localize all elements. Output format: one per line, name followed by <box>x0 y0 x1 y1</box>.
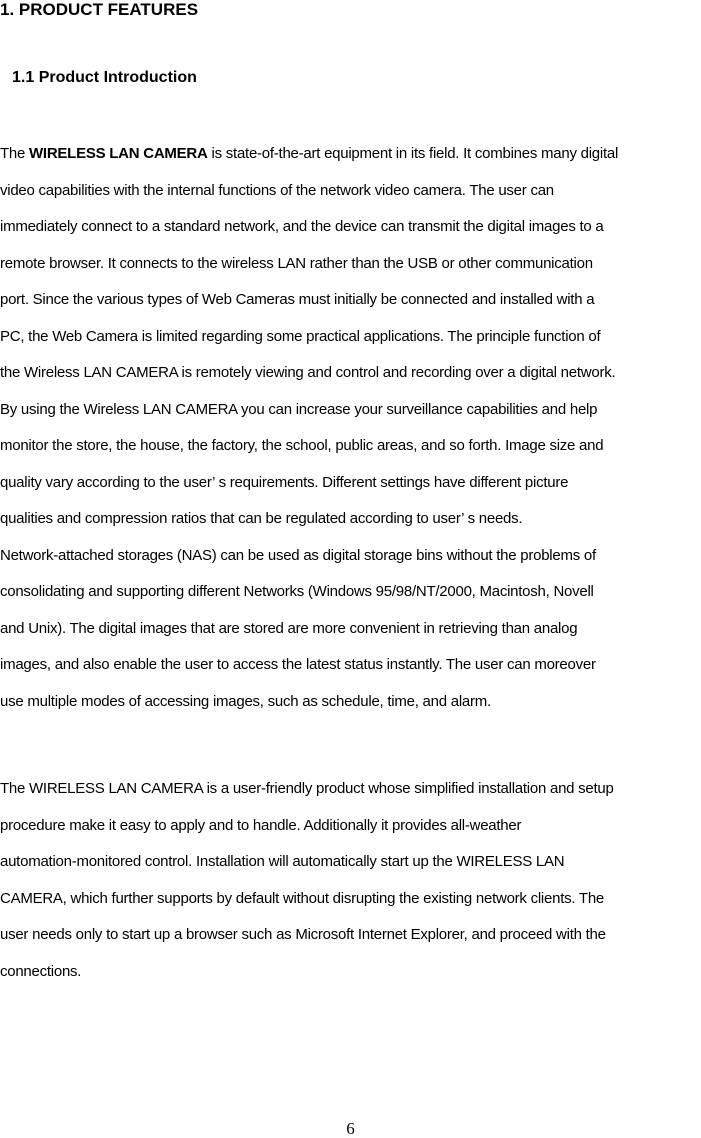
page-number: 6 <box>346 1119 355 1138</box>
paragraph-line: PC, the Web Camera is limited regarding some practical applications. The principle function of <box>0 327 601 345</box>
paragraph-line: automation-monitored control. Installation will automatically start up the WIRELESS LAN <box>0 853 565 870</box>
paragraph-line: port. Since the various types of Web Cameras must initially be connected and installed with a <box>0 291 595 308</box>
paragraph-line: The WIRELESS LAN CAMERA is a user-friendly product whose simplified installation and setup <box>0 780 614 797</box>
paragraph-line: connections. <box>0 962 82 980</box>
paragraph-line: remote browser. It connects to the wireless LAN rather than the USB or other communication <box>0 254 593 272</box>
first-line-rest: is state-of-the-art equipment in its field. It combines many digital <box>207 145 619 162</box>
paragraph-line: quality vary according to the user’ s requirements. Different settings have different picture <box>0 473 569 491</box>
paragraph-line: consolidating and supporting different Networks (Windows 95/98/NT/2000, Macintosh, Novell <box>0 583 594 600</box>
product-name: WIRELESS LAN CAMERA <box>29 145 208 162</box>
paragraph-line: By using the Wireless LAN CAMERA you can increase your surveillance capabilities and help <box>0 400 598 418</box>
paragraph-line: Network-attached storages (NAS) can be used as digital storage bins without the problems of <box>0 546 596 564</box>
introduction-paragraph <box>0 145 701 729</box>
paragraph-line: the Wireless LAN CAMERA is remotely viewing and control and recording over a digital network. <box>0 364 616 381</box>
subsection-title: 1.1 Product Introduction <box>12 69 197 86</box>
paragraph-line <box>0 145 701 182</box>
paragraph-line: procedure make it easy to apply and to handle. Additionally it provides all-weather <box>0 816 522 834</box>
paragraph-line: and Unix). The digital images that are stored are more convenient in retrieving than analog <box>0 619 578 637</box>
lead-word: The <box>0 145 30 162</box>
paragraph-line: CAMERA, which further supports by default without disrupting the existing network clients. The <box>0 889 605 907</box>
paragraph-line: monitor the store, the house, the factory, the school, public areas, and so forth. Image size and <box>0 437 604 454</box>
paragraph-line: use multiple modes of accessing images, such as schedule, time, and alarm. <box>0 692 491 710</box>
paragraph-line: user needs only to start up a browser such as Microsoft Internet Explorer, and proceed with the <box>0 926 606 943</box>
paragraph-line: images, and also enable the user to access the latest status instantly. The user can moreover <box>0 656 596 673</box>
paragraph-line: immediately connect to a standard network, and the device can transmit the digital images to a <box>0 218 604 235</box>
paragraph-line: qualities and compression ratios that can be regulated according to user’ s needs. <box>0 510 523 527</box>
paragraph-line: video capabilities with the internal functions of the network video camera. The user can <box>0 181 554 199</box>
section-title: 1. PRODUCT FEATURES <box>0 0 199 19</box>
usability-paragraph <box>0 780 701 999</box>
